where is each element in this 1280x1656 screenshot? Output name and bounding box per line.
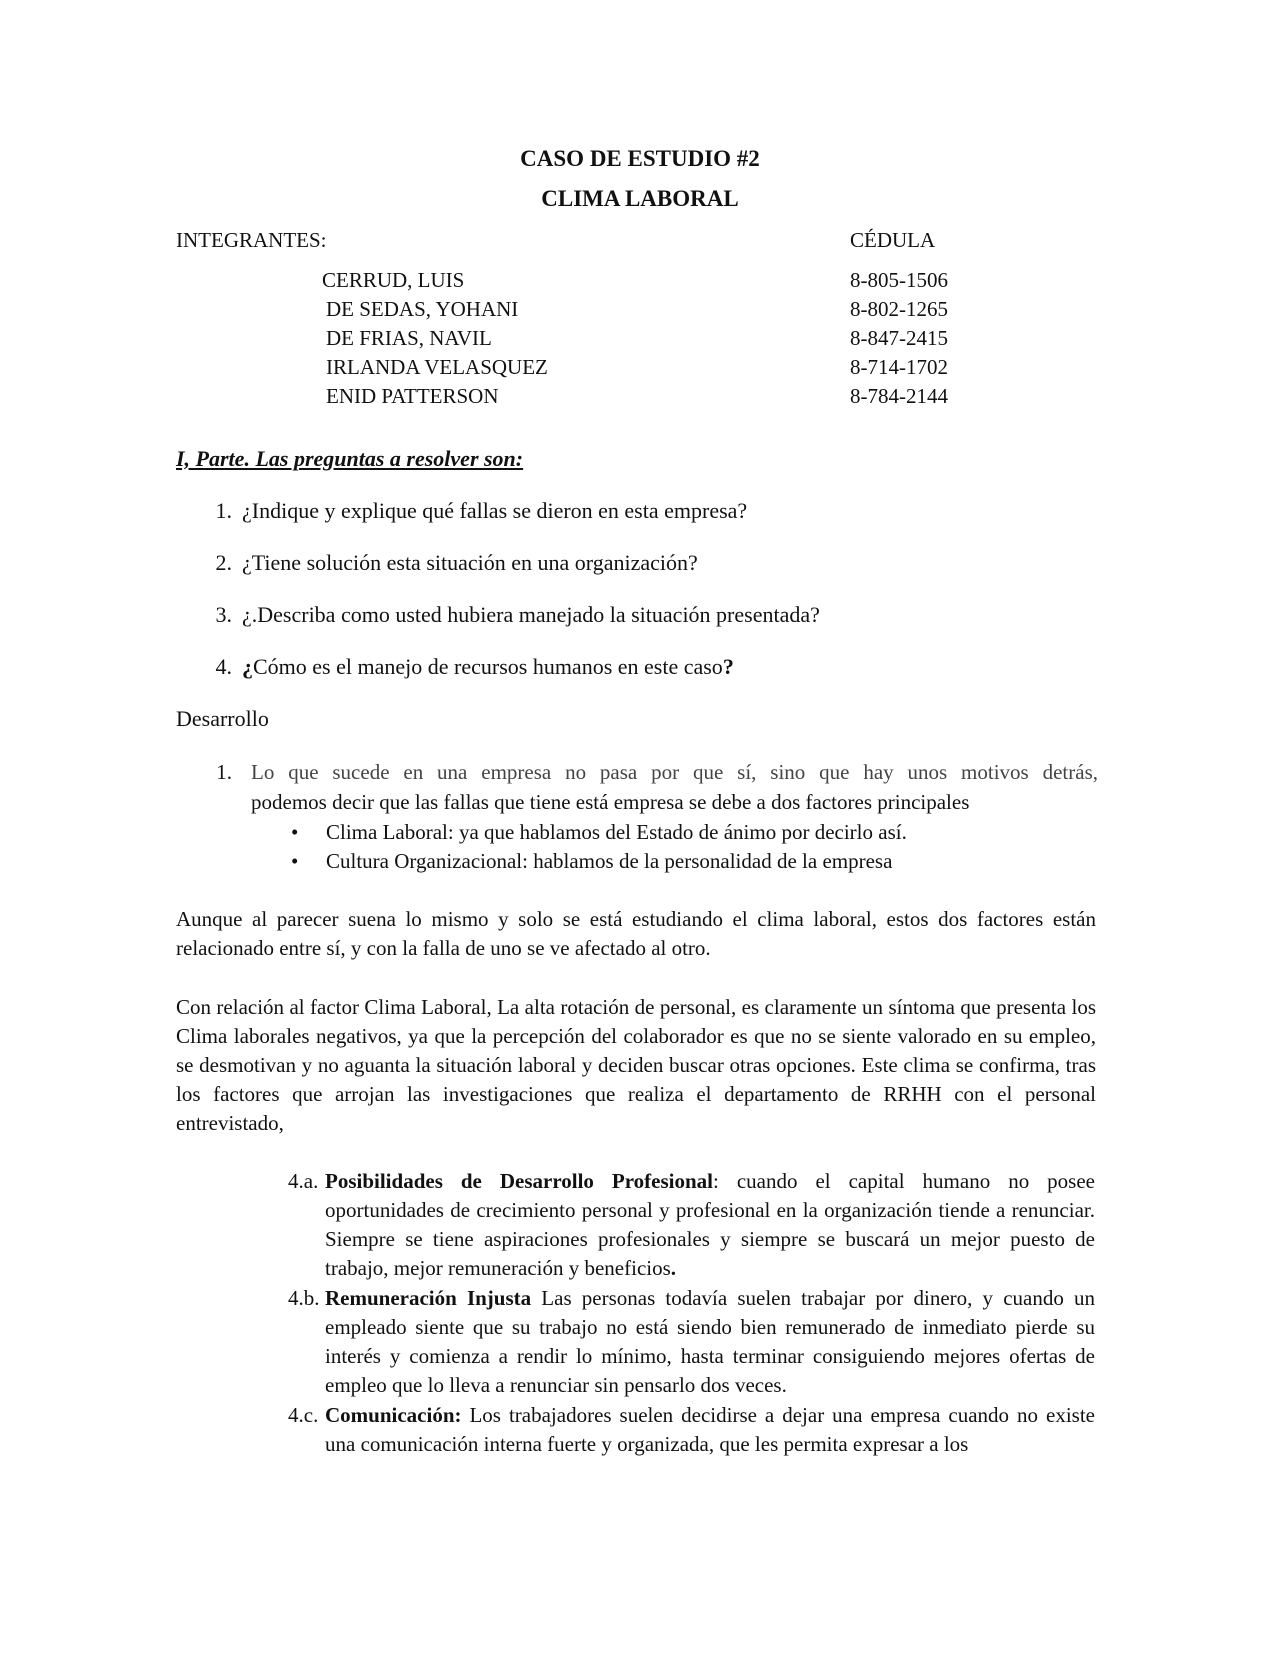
question-text: ¿Tiene solución esta situación en una organización? <box>242 550 698 575</box>
member-id: 8-784-2144 <box>850 384 948 408</box>
bullet-text: Cultura Organizacional: hablamos de la personalidad de la empresa <box>326 849 893 873</box>
bullet-item <box>291 849 1091 877</box>
item-text: : cuando el capital humano no posee oportunidades de crecimiento personal y profesional en la organización tiende a renunciar. Siempre se tiene aspiraciones profesionales y siempre se buscará un mejor puesto de trabajo, mejor remuneración y beneficios <box>325 1169 1095 1280</box>
document-subtitle: CLIMA LABORAL <box>541 186 739 211</box>
list-item <box>204 602 1104 632</box>
question-text: ¿Indique y explique qué fallas se dieron en esta empresa? <box>242 498 748 523</box>
bullet-icon: • <box>291 820 299 844</box>
list-item <box>288 1167 1095 1283</box>
bullet-item <box>291 820 1091 848</box>
member-name: ENID PATTERSON <box>326 384 499 408</box>
paragraph-line: Lo que sucede en una empresa no pasa por que sí, sino que hay unos motivos detrás, <box>251 760 1098 784</box>
item-heading: Comunicación: <box>325 1403 462 1427</box>
item-text: Los trabajadores suelen decidirse a dejar una empresa cuando no existe una comunicación interna fuerte y organizada, que les permita expresar a los <box>325 1403 1095 1456</box>
list-number: 2. <box>215 550 232 575</box>
bullet-icon: • <box>291 849 299 873</box>
list-number: 1. <box>215 498 232 523</box>
list-item <box>288 1284 1095 1400</box>
question-body: Cómo es el manejo de recursos humanos en este caso <box>253 654 723 679</box>
integrantes-label: INTEGRANTES: <box>176 228 327 252</box>
item-text: Las personas todavía suelen trabajar por dinero, y cuando un empleado siente que su trabajo no está siendo bien remunerado de inmediato pierde su interés y comienza a rendir lo mínimo, hasta terminar consiguiendo mejores ofertas de empleo que lo lleva a renunciar sin pensarlo dos veces. <box>325 1286 1095 1397</box>
member-name: DE SEDAS, YOHANI <box>326 297 519 321</box>
item-heading: Remuneración Injusta <box>325 1286 532 1310</box>
member-name: DE FRIAS, NAVIL <box>326 326 492 350</box>
member-name: CERRUD, LUIS <box>322 268 465 292</box>
member-id: 8-805-1506 <box>850 268 948 292</box>
list-label: 4.b. <box>288 1286 320 1310</box>
desarrollo-title: Desarrollo <box>176 706 269 731</box>
list-label: 4.a. <box>288 1169 319 1193</box>
list-item <box>204 654 1104 684</box>
list-number: 1. <box>216 760 232 784</box>
paragraph: Con relación al factor Clima Laboral, La alta rotación de personal, es claramente un síntoma que presenta los Clima laborales negativos, ya que la percepción del colaborador es que no se siente valorado en su empleo, se desmotivan y no aguanta la situación laboral y deciden buscar otras opciones. Este clima se confirma, tras los factores que arrojan las investigaciones que realiza el departamento de RRHH con el personal entrevistado, <box>176 995 1096 1135</box>
item-tail: . <box>670 1256 677 1280</box>
question-close-mark: ? <box>722 654 734 679</box>
member-id: 8-847-2415 <box>850 326 948 350</box>
list-number: 4. <box>215 654 232 679</box>
bullet-text: Clima Laboral: ya que hablamos del Estado de ánimo por decirlo así. <box>326 820 907 844</box>
list-number: 3. <box>215 602 232 627</box>
list-item <box>204 498 1104 528</box>
item-heading: Posibilidades de Desarrollo Profesional <box>325 1169 714 1193</box>
list-item <box>204 550 1104 580</box>
member-id: 8-802-1265 <box>850 297 948 321</box>
document-title: CASO DE ESTUDIO #2 <box>520 146 760 171</box>
cedula-label: CÉDULA <box>850 228 936 252</box>
list-item <box>288 1401 1095 1459</box>
list-label: 4.c. <box>288 1403 319 1427</box>
paragraph: Aunque al parecer suena lo mismo y solo se está estudiando el clima laboral, estos dos factores están relacionado entre sí, y con la falla de uno se ve afectado al otro. <box>176 907 1096 960</box>
section-title: I, Parte. Las preguntas a resolver son: <box>176 446 524 471</box>
question-open-mark: ¿ <box>242 654 253 679</box>
member-name: IRLANDA VELASQUEZ <box>326 355 548 379</box>
question-text <box>242 654 734 680</box>
question-text: ¿.Describa como usted hubiera manejado la situación presentada? <box>242 602 820 627</box>
member-id: 8-714-1702 <box>850 355 948 379</box>
paragraph-line: podemos decir que las fallas que tiene está empresa se debe a dos factores principales <box>251 790 970 814</box>
